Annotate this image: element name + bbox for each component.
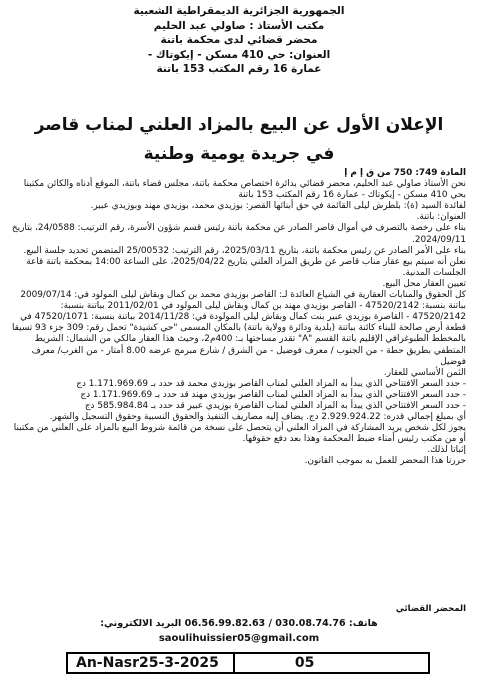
notice-title: الإعلان الأول عن البيع بالمزاد العلني لمناب قاصر: [34, 115, 444, 135]
body-paragraph: إثباتا لذلك.: [427, 445, 466, 456]
body-paragraph: نحن الأستاذ صاولي عبد الحليم، محضر قضائي بدائرة اختصاص محكمة باتنة، مجلس قضاء باتنة، الموقع أدناه والكائن مكتبنا بحي 410 مسكن - إيكوتاك - عمارة 16 رقم المكتب 153 باتنة: [23, 179, 466, 201]
contact-email: saoulihuissier05@gmail.com: [158, 633, 320, 644]
newspaper-date: An-Nasr25-3-2025: [76, 655, 219, 671]
header-line: محضر قضائي لدى محكمة باتنة: [160, 34, 318, 46]
header-line: مكتب الأستاذ : صاولي عبد الحليم: [153, 19, 325, 32]
body-paragraph: - حدد السعر الافتتاحي الذي يبدأ به المزاد العلني لمناب القاصر بوزيدي محمد قد حدد بـ 1.171.969.69 دج: [76, 378, 466, 389]
contact-block: [0, 611, 478, 646]
body-paragraph: الثمن الأساسي للعقار.: [383, 367, 466, 378]
body-paragraph: حررنا هذا المحضر للعمل به بموجب القانون.: [304, 456, 466, 467]
footer-divider: [233, 652, 235, 674]
header-line: الجمهورية الجزائرية الديمقراطية الشعبية: [133, 5, 345, 17]
body-paragraph: - حدد السعر الافتتاحي الذي يبدأ به المزاد العلني لمناب القاصرة بوزيدي عبير قد حدد بـ 585.984.84 دج: [84, 400, 466, 411]
body-paragraph: بناء على رخصة بالتصرف في أموال قاصر الصادر عن محكمة باتنة رئيس قسم شؤون الأسرة، رقم الترتيب: 24/0588، بتاريخ 2024/09/11.: [11, 223, 466, 245]
body-paragraph: بناء على الأمر الصادر عن رئيس محكمة باتنة، بتاريخ 2025/03/11، رقم الترتيب: 25/00532 المتضمن تحديد جلسة البيع.: [23, 245, 466, 256]
body-paragraph: يجوز لكل شخص يريد المشاركة في المزاد العلني أن يتحصل على نسخة من قائمة شروط البيع بالمزاد على العلني من مكتبنا أو من مكتب رئيس أمناء ضبط المحكمة وهذا بعد دفع حقوقها.: [13, 423, 466, 445]
signatory-label: المحضر القضائي: [395, 604, 466, 614]
header-line: العنوان: حي 410 مسكن - إيكوتاك -: [147, 48, 331, 61]
body-paragraph: - حدد السعر الافتتاحي الذي يبدأ به المزاد العلني لمناب القاصر بوزيدي مهند قد حدد بـ 1.171.969.69 دج: [80, 389, 466, 400]
notice-subtitle: في جريدة يومية وطنية: [143, 144, 335, 164]
contact-phones: هاتف: 030.08.74.76 / 06.56.99.82.63 البريد الالكتروني:: [100, 618, 378, 629]
notice-body: [10, 168, 466, 468]
body-paragraph: كل الحقوق والمنابات العقارية في الشياع العائدة لـ: القاصر بوزيدي محمد بن كمال وبقاش ليلى المولود في: 2009/07/14 بباتنة بنسبة: 47520/2142 - القاصر بوزيدي مهند بن كمال وبقاش ليلى المولود في 2011/02/01 بباتنة بنسبة: 47520/2142 - القاصرة بوزيدي عبير بنت كمال وبقاش ليلى المولودة في: 2014/11/28 بباتنة بنسبة: 47520/1071 في قطعة أرض صالحة للبناء كائنة بباتنة (بلدية ودائرة وولاية باتنة) بالمكان المسمى "حي كشيدة" تحمل رقم: 309 جزء 93 تسيقا بالمخطط الطبوغرافي الإقليم باتنة القسم "A" تقدر مساحتها بـ: 400م2، وحيث هذا العقار مالكي من الشمال: الشريط المتطفي بطريق حطة - من الجنوب / معرف فوضيل - من الشرق / شارع مبرمج عرضه 8.00 أمتار - من الغرب/ معرف فوضيل: [11, 290, 466, 367]
body-paragraph: لفائدة السيد (ة): بلطرش ليلى القائمة في حق أبنائها القصر: بوزيدي محمد، بوزيدي مهند وبوزيدي عبير.: [90, 201, 466, 212]
body-paragraph: نعلن أنه سيتم بيع عقار مناب قاصر عن طريق المزاد العلني بتاريخ 2025/04/22، على الساعة 14:00 بمحكمة باتنة قاعة الجلسات المدنية.: [26, 256, 466, 278]
header-line: عمارة 16 رقم المكتب 153 باتنة: [156, 63, 322, 75]
body-paragraph: العنوان: باتنة.: [416, 212, 466, 223]
newspaper-footer: [66, 652, 430, 674]
body-paragraph: المادة 749: 750 من ق إ م إ: [344, 168, 466, 178]
body-paragraph: أي بمبلغ إجمالي قدره: 2.929.924.22 دج. يضاف إليه مصاريف التنفيذ والحقوق النسبية وحقوق التسجيل والشهر.: [49, 412, 466, 423]
body-paragraph: تعيين العقار محل البيع.: [382, 278, 466, 289]
page-number: 05: [294, 655, 315, 671]
office-header: [0, 4, 478, 77]
